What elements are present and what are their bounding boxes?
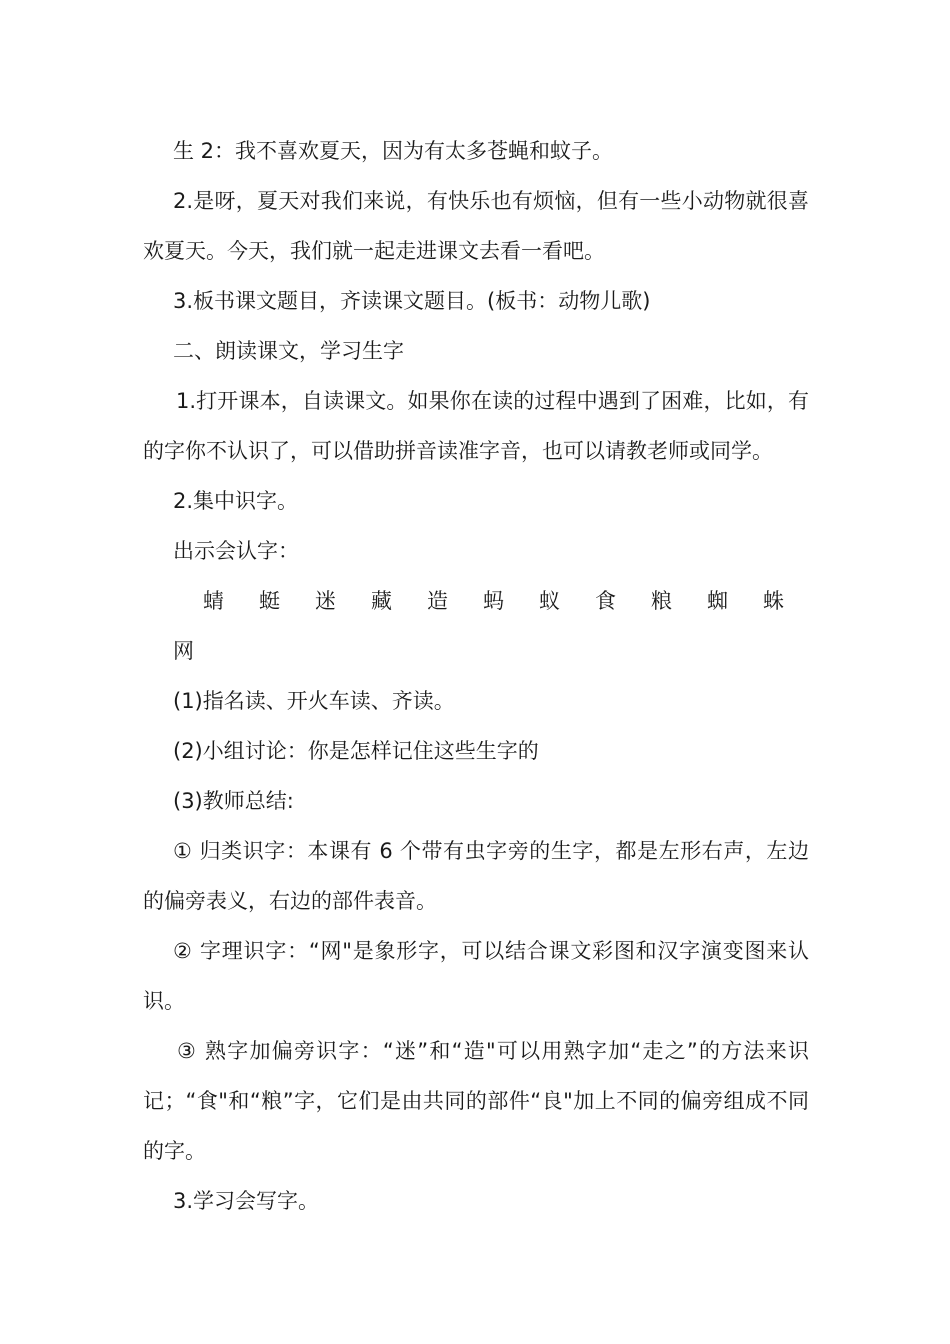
paragraph-self-read: 1.打开课本，自读课文。如果你在读的过程中遇到了困难，比如，有的字你不认识了，可以借助拼音读准字音，也可以请教老师或同学。 xyxy=(143,389,809,463)
paragraph-step-2: (2)小组讨论：你是怎样记住这些生字的 xyxy=(173,739,539,763)
character: 蜓 xyxy=(259,589,280,613)
character: 蚂 xyxy=(483,589,504,613)
character: 网 xyxy=(173,639,194,663)
character: 造 xyxy=(427,589,448,613)
paragraph-writing: 3.学习会写字。 xyxy=(173,1189,320,1213)
section-heading: 二、朗读课文，学习生字 xyxy=(173,339,404,363)
document-body xyxy=(143,126,809,1226)
character-list xyxy=(143,576,809,676)
paragraph-method-3: ③ 熟字加偏旁识字：“迷”和“造"可以用熟字加“走之”的方法来识记；“食"和“粮”字，它们是由共同的部件“良"加上不同的偏旁组成不同的字。 xyxy=(143,1039,809,1163)
paragraph-board-title: 3.板书课文题目，齐读课文题目。(板书：动物儿歌) xyxy=(173,289,651,313)
paragraph-student-answer: 生 2：我不喜欢夏天，因为有太多苍蝇和蚊子。 xyxy=(173,139,614,163)
paragraph-summer-intro: 2.是呀，夏天对我们来说，有快乐也有烦恼，但有一些小动物就很喜欢夏天。今天，我们就一起走进课文去看一看吧。 xyxy=(143,189,809,263)
paragraph-step-1: (1)指名读、开火车读、齐读。 xyxy=(173,689,455,713)
paragraph-step-3: (3)教师总结: xyxy=(173,789,294,813)
character: 食 xyxy=(595,589,616,613)
paragraph-show-chars: 出示会认字： xyxy=(173,539,299,563)
character: 粮 xyxy=(651,589,672,613)
character: 蜻 xyxy=(203,589,224,613)
character: 蛛 xyxy=(763,589,784,613)
character: 迷 xyxy=(315,589,336,613)
character: 蚁 xyxy=(539,589,560,613)
character: 蜘 xyxy=(707,589,728,613)
character: 藏 xyxy=(371,589,392,613)
paragraph-method-1: ① 归类识字：本课有 6 个带有虫字旁的生字，都是左形右声，左边的偏旁表义，右边的部件表音。 xyxy=(143,839,809,913)
paragraph-method-2: ② 字理识字：“网"是象形字，可以结合课文彩图和汉字演变图来认识。 xyxy=(143,939,809,1013)
paragraph-focus-literacy: 2.集中识字。 xyxy=(173,489,299,513)
